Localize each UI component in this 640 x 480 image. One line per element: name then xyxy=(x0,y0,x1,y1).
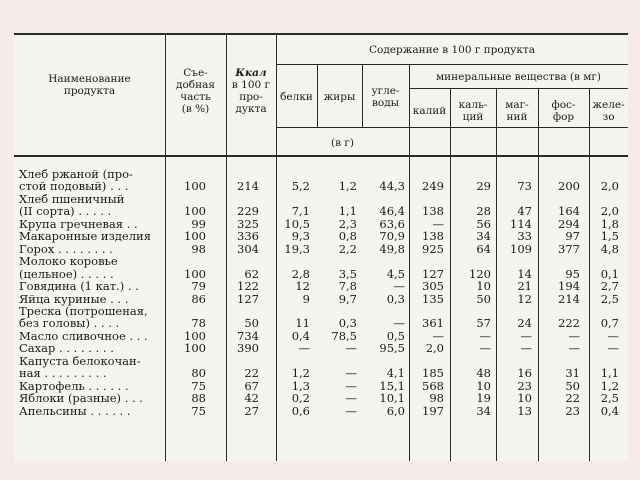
row-value: 15,1 xyxy=(379,378,405,393)
row-value: 2,3 xyxy=(338,216,357,231)
row-value: 2,5 xyxy=(600,391,619,406)
row-value: 98 xyxy=(429,391,444,406)
row-value: 336 xyxy=(237,229,259,244)
row-value: 9,3 xyxy=(291,229,310,244)
row-value: 79 xyxy=(191,279,206,294)
row-value: 23 xyxy=(517,378,532,393)
row-value: 197 xyxy=(422,403,444,418)
row-value: — xyxy=(607,328,619,343)
row-value: 80 xyxy=(191,366,206,381)
row-name: Горох . . . . . . . . xyxy=(19,241,113,256)
row-value: 294 xyxy=(558,216,580,231)
row-value: 1,5 xyxy=(600,229,619,244)
row-value: 98 xyxy=(191,241,206,256)
header-proteins: белки xyxy=(280,91,313,103)
header-potassium: калий xyxy=(412,105,447,117)
header-kcal: Ккал в 100 г про- дукта xyxy=(231,67,271,115)
row-value: 361 xyxy=(422,316,444,331)
row-value: 7,1 xyxy=(291,204,310,219)
row-name: Макаронные изделия xyxy=(19,229,151,244)
row-value: — xyxy=(432,216,444,231)
row-value: 49,8 xyxy=(379,241,405,256)
row-value: — xyxy=(393,316,405,331)
row-value: 100 xyxy=(184,179,206,194)
row-value: 229 xyxy=(237,204,259,219)
row-name: Треска (потрошеная, без головы) . . . . xyxy=(19,303,148,331)
row-value: 0,4 xyxy=(291,328,310,343)
header-fats: жиры xyxy=(323,91,356,103)
row-value: 22 xyxy=(244,366,259,381)
row-value: 100 xyxy=(184,266,206,281)
row-value: 21 xyxy=(517,279,532,294)
row-value: 214 xyxy=(558,291,580,306)
row-value: 6,0 xyxy=(386,403,405,418)
row-value: 2,5 xyxy=(600,291,619,306)
row-value: 325 xyxy=(237,216,259,231)
row-value: 10,1 xyxy=(379,391,405,406)
row-value: 0,8 xyxy=(338,229,357,244)
row-value: — xyxy=(607,341,619,356)
row-value: — xyxy=(479,341,491,356)
row-value: 12 xyxy=(295,279,310,294)
header-phosphorus: фос- фор xyxy=(551,99,576,123)
row-value: — xyxy=(345,391,357,406)
row-value: 734 xyxy=(237,328,259,343)
row-value: 127 xyxy=(237,291,259,306)
row-value: 75 xyxy=(191,378,206,393)
row-value: — xyxy=(568,341,580,356)
row-value: — xyxy=(298,341,310,356)
row-value: 67 xyxy=(244,378,259,393)
row-value: 100 xyxy=(184,229,206,244)
row-value: 304 xyxy=(237,241,259,256)
row-value: 4,1 xyxy=(386,366,405,381)
row-value: 185 xyxy=(422,366,444,381)
row-value: 78,5 xyxy=(331,328,357,343)
row-value: 0,5 xyxy=(386,328,405,343)
row-value: 200 xyxy=(558,179,580,194)
row-value: 42 xyxy=(244,391,259,406)
row-value: 222 xyxy=(558,316,580,331)
row-value: 57 xyxy=(476,316,491,331)
row-value: 100 xyxy=(184,341,206,356)
row-value: 0,3 xyxy=(338,316,357,331)
row-name: Масло сливочное . . . xyxy=(19,328,148,343)
header-minerals: минеральные вещества (в мг) xyxy=(435,71,602,83)
row-value: 0,1 xyxy=(600,266,619,281)
row-value: 62 xyxy=(244,266,259,281)
row-value: — xyxy=(432,328,444,343)
row-value: 10 xyxy=(476,378,491,393)
row-name: Говядина (1 кат.) . . xyxy=(19,279,139,294)
row-value: 95,5 xyxy=(379,341,405,356)
row-value: 29 xyxy=(476,179,491,194)
row-value: 44,3 xyxy=(379,179,405,194)
row-value: 1,2 xyxy=(600,378,619,393)
header-edible: Съе- добная часть (в %) xyxy=(176,67,215,115)
row-value: 75 xyxy=(191,403,206,418)
row-value: 305 xyxy=(422,279,444,294)
row-value: 214 xyxy=(237,179,259,194)
row-value: — xyxy=(393,279,405,294)
row-value: — xyxy=(345,341,357,356)
row-value: 13 xyxy=(517,403,532,418)
row-value: 97 xyxy=(565,229,580,244)
row-value: 88 xyxy=(191,391,206,406)
content-underline xyxy=(276,64,628,65)
row-name: Яйца куриные . . . xyxy=(19,291,129,306)
row-value: 50 xyxy=(244,316,259,331)
row-value: — xyxy=(345,378,357,393)
row-value: 109 xyxy=(510,241,532,256)
top-rule xyxy=(14,33,628,35)
row-value: 0,7 xyxy=(600,316,619,331)
row-value: 14 xyxy=(517,266,532,281)
row-value: 23 xyxy=(565,403,580,418)
row-value: 34 xyxy=(476,403,491,418)
row-value: 0,4 xyxy=(600,403,619,418)
row-value: 47 xyxy=(517,204,532,219)
row-value: 122 xyxy=(237,279,259,294)
row-value: 28 xyxy=(476,204,491,219)
row-value: 78 xyxy=(191,316,206,331)
header-carbs: угле- воды xyxy=(371,85,400,109)
row-value: 2,2 xyxy=(338,241,357,256)
row-value: — xyxy=(479,328,491,343)
units-rule xyxy=(276,127,628,128)
row-value: 56 xyxy=(476,216,491,231)
row-value: — xyxy=(345,366,357,381)
row-value: 50 xyxy=(565,378,580,393)
row-value: 0,2 xyxy=(291,391,310,406)
row-name: Крупа гречневая . . xyxy=(19,216,138,231)
row-value: 33 xyxy=(517,229,532,244)
row-value: 99 xyxy=(191,216,206,231)
row-value: 1,8 xyxy=(600,216,619,231)
row-value: — xyxy=(520,328,532,343)
row-value: 194 xyxy=(558,279,580,294)
row-value: 5,2 xyxy=(291,179,310,194)
row-value: 95 xyxy=(565,266,580,281)
row-value: 2,0 xyxy=(600,179,619,194)
row-value: 114 xyxy=(510,216,532,231)
row-value: 2,7 xyxy=(600,279,619,294)
row-value: 63,6 xyxy=(379,216,405,231)
row-value: 0,6 xyxy=(291,403,310,418)
row-value: 12 xyxy=(517,291,532,306)
row-value: 7,8 xyxy=(338,279,357,294)
row-value: 70,9 xyxy=(379,229,405,244)
row-value: 135 xyxy=(422,291,444,306)
row-name: Картофель . . . . . . xyxy=(19,378,129,393)
header-magnesium: маг- ний xyxy=(505,99,529,123)
row-value: 138 xyxy=(422,229,444,244)
row-value: 16 xyxy=(517,366,532,381)
header-iron: желе- зо xyxy=(592,99,625,123)
row-value: 4,8 xyxy=(600,241,619,256)
header-name: Наименование продукта xyxy=(48,73,131,97)
row-name: Хлеб пшеничный (II сорта) . . . . . xyxy=(19,191,125,219)
header-unit: (в г) xyxy=(331,137,354,149)
row-name: Апельсины . . . . . . xyxy=(19,403,131,418)
row-value: 50 xyxy=(476,291,491,306)
row-value: — xyxy=(520,341,532,356)
row-name: Капуста белокочан- ная . . . . . . . . . xyxy=(19,353,141,381)
row-value: 2,8 xyxy=(291,266,310,281)
row-value: 64 xyxy=(476,241,491,256)
row-value: 86 xyxy=(191,291,206,306)
row-value: 73 xyxy=(517,179,532,194)
row-value: 1,2 xyxy=(338,179,357,194)
row-value: 377 xyxy=(558,241,580,256)
row-name: Сахар . . . . . . . . xyxy=(19,341,114,356)
row-value: — xyxy=(345,403,357,418)
row-value: 19,3 xyxy=(284,241,310,256)
row-value: 10 xyxy=(476,279,491,294)
row-value: 120 xyxy=(469,266,491,281)
minerals-underline xyxy=(409,88,628,89)
row-value: 31 xyxy=(565,366,580,381)
row-value: 27 xyxy=(244,403,259,418)
row-value: 164 xyxy=(558,204,580,219)
row-name: Хлеб ржаной (про- стой подовый) . . . xyxy=(19,167,133,194)
header-calcium: каль- ций xyxy=(458,99,488,123)
header-content: Содержание в 100 г продукта xyxy=(368,44,535,56)
header-bottom-rule xyxy=(14,155,628,157)
row-value: 1,3 xyxy=(291,378,310,393)
row-value: 11 xyxy=(295,316,310,331)
row-value: 249 xyxy=(422,179,444,194)
row-value: 3,5 xyxy=(338,266,357,281)
row-value: 10 xyxy=(517,391,532,406)
row-value: 1,2 xyxy=(291,366,310,381)
row-value: 138 xyxy=(422,204,444,219)
row-name: Молоко коровье (цельное) . . . . . xyxy=(19,254,118,281)
row-value: 46,4 xyxy=(379,204,405,219)
row-value: 22 xyxy=(565,391,580,406)
row-value: 4,5 xyxy=(386,266,405,281)
row-value: 2,0 xyxy=(600,204,619,219)
row-value: 1,1 xyxy=(338,204,357,219)
row-value: 0,3 xyxy=(386,291,405,306)
row-value: — xyxy=(568,328,580,343)
row-value: 1,1 xyxy=(600,366,619,381)
row-value: 100 xyxy=(184,328,206,343)
row-value: 100 xyxy=(184,204,206,219)
row-value: 568 xyxy=(422,378,444,393)
row-value: 127 xyxy=(422,266,444,281)
row-value: 19 xyxy=(476,391,491,406)
nutrition-table xyxy=(14,33,628,461)
row-value: 9 xyxy=(302,291,310,306)
row-name: Яблоки (разные) . . . xyxy=(19,391,143,406)
row-value: 9,7 xyxy=(338,291,357,306)
row-value: 925 xyxy=(422,241,444,256)
row-value: 2,0 xyxy=(425,341,444,356)
row-value: 10,5 xyxy=(284,216,310,231)
row-value: 48 xyxy=(476,366,491,381)
row-value: 34 xyxy=(476,229,491,244)
row-value: 24 xyxy=(517,316,532,331)
row-value: 390 xyxy=(237,341,259,356)
